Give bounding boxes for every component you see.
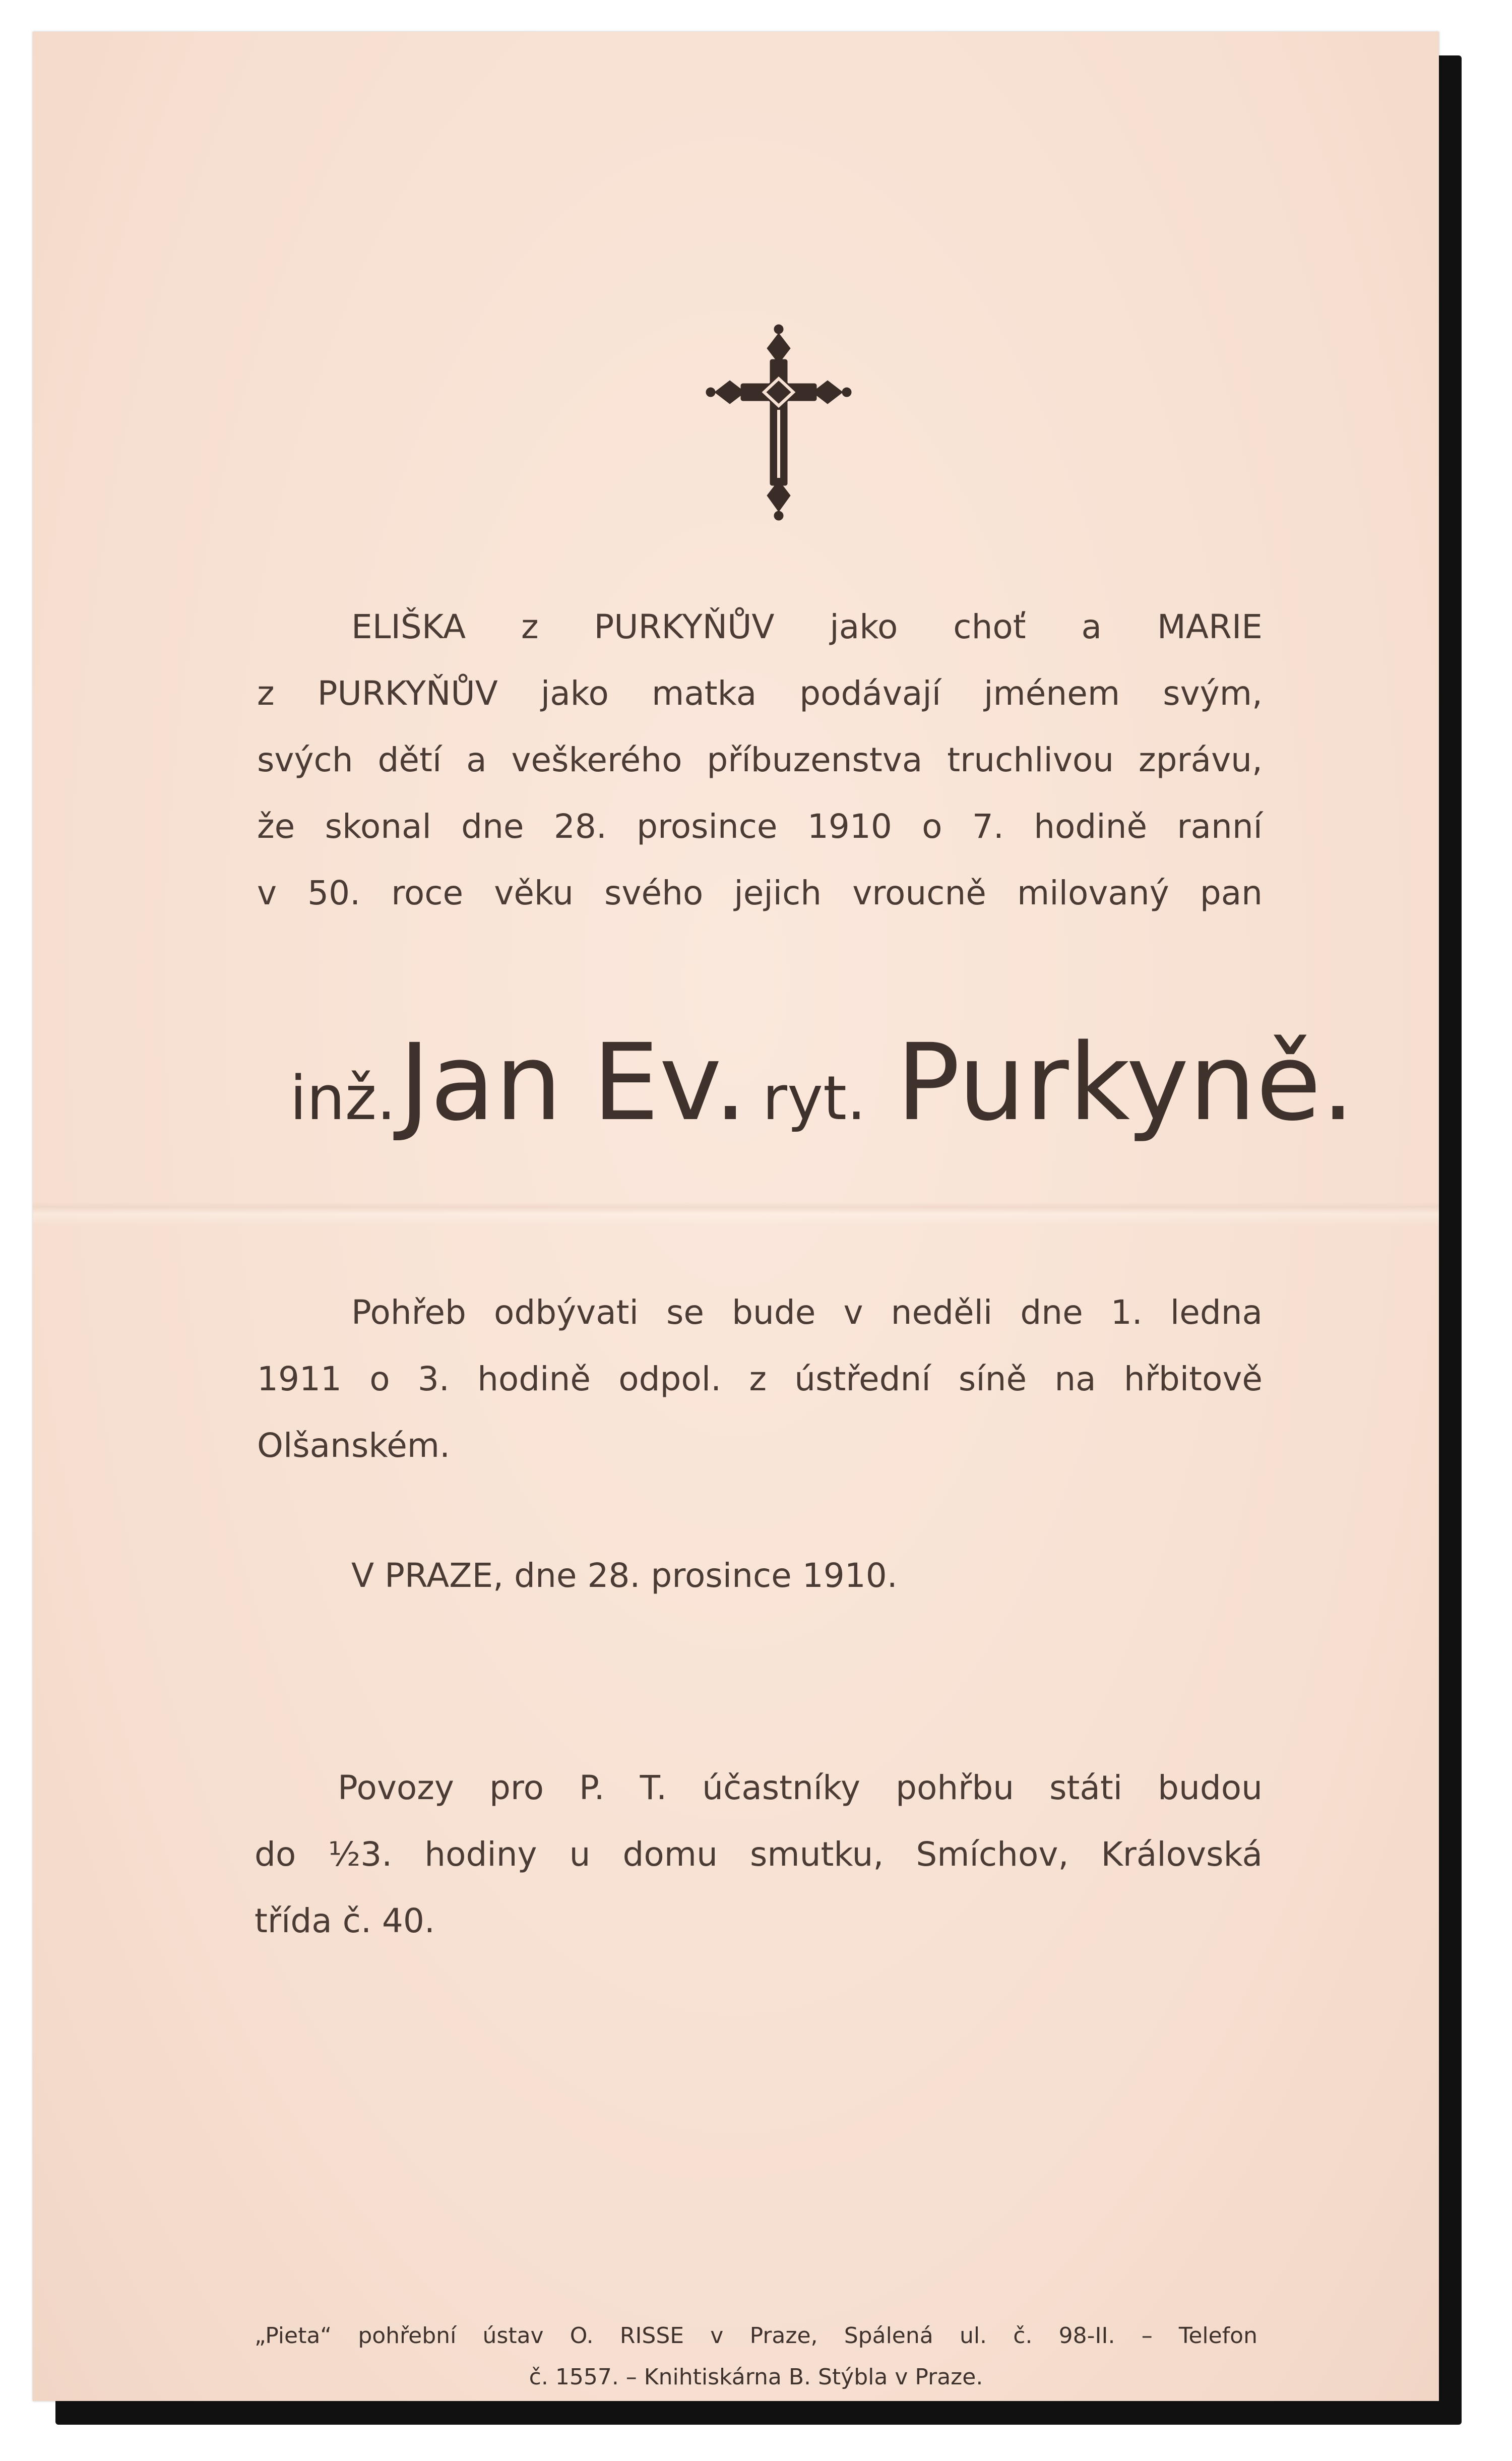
intro-paragraph [257,594,1263,927]
footer-line: č. 1557. – Knihtiskárna B. Stýbla v Praze. [529,2364,983,2390]
printer-footer [255,2315,1257,2398]
name-first: Jan [399,1021,562,1144]
name-prefix: inž. [290,1064,396,1134]
carriages-line: do ½3. hodiny u domu smutku, Smíchov, Královská [255,1835,1263,1874]
funeral-line: Pohřeb odbývati se bude v neděli dne 1. ledna [351,1293,1263,1332]
carriages-line: třída č. 40. [255,1901,435,1940]
name-middle: Ev. [592,1021,747,1144]
ornamental-cross-icon [706,324,852,521]
name-title: ryt. [762,1064,866,1134]
deceased-name [290,1021,1355,1144]
funeral-paragraph [257,1279,1263,1479]
footer-line: „Pieta“ pohřební ústav O. RISSE v Praze, Spálená ul. č. 98-II. – Telefon [255,2323,1257,2349]
carriages-line: Povozy pro P. T. účastníky pohřbu státi budou [338,1768,1263,1807]
intro-line: z PURKYŇŮV jako matka podávají jménem svým, [257,674,1263,713]
carriages-paragraph [255,1755,1263,1954]
intro-line: ELIŠKA z PURKYŇŮV jako choť a MARIE [351,607,1263,646]
intro-line: v 50. roce věku svého jejich vroucně milovaný pan [257,874,1263,912]
place-date: V PRAZE, dne 28. prosince 1910. [351,1556,898,1595]
intro-line: že skonal dne 28. prosince 1910 o 7. hodině ranní [257,807,1263,846]
funeral-line: 1911 o 3. hodině odpol. z ústřední síně na hřbitově [257,1360,1263,1398]
funeral-notice-card [33,32,1439,2401]
name-surname: Purkyně. [896,1021,1355,1144]
funeral-line: Olšanském. [257,1426,451,1465]
intro-line: svých dětí a veškerého příbuzenstva truchlivou zprávu, [257,741,1263,779]
